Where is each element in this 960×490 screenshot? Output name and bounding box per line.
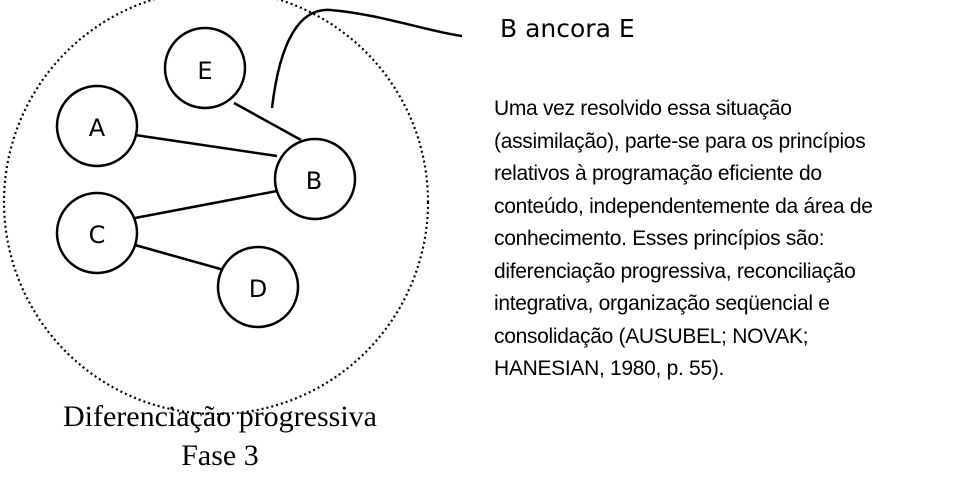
node-d-label: D — [248, 275, 268, 303]
node-e — [165, 28, 245, 108]
paragraph-line: integrativa, organização seqüencial e — [494, 292, 830, 315]
node-a-label: A — [88, 114, 106, 142]
paragraph-line: relativos à programação eficiente do — [494, 162, 822, 185]
paragraph-line: consolidação (AUSUBEL; NOVAK; — [494, 324, 809, 348]
paragraph-line: conhecimento. Esses princípios são: — [494, 227, 825, 250]
explanatory-paragraph — [494, 93, 934, 386]
node-c — [57, 193, 137, 273]
paragraph-line: (assimilação), parte-se para os princípios — [494, 129, 866, 153]
paragraph-line: Uma vez resolvido essa situação — [494, 97, 792, 120]
node-d — [218, 247, 298, 327]
caption-phase: Fase 3 — [181, 439, 259, 472]
node-a — [57, 86, 137, 166]
callout-label: B ancora E — [500, 14, 635, 43]
node-e-label: E — [197, 57, 213, 85]
edge-c-d — [135, 245, 224, 270]
edge-e-b — [234, 103, 301, 140]
caption-title: Diferenciação progressiva — [62, 400, 377, 433]
edge-c-b — [135, 191, 277, 218]
paragraph-line: diferenciação progressiva, reconciliação — [494, 259, 856, 283]
node-b-label: B — [305, 167, 323, 195]
callout-connector — [272, 10, 462, 108]
node-b — [275, 139, 355, 219]
paragraph-line: conteúdo, independentemente da área de — [494, 194, 873, 218]
node-c-label: C — [88, 221, 106, 249]
paragraph-line: HANESIAN, 1980, p. 55). — [494, 357, 725, 380]
edge-a-b — [135, 135, 277, 156]
